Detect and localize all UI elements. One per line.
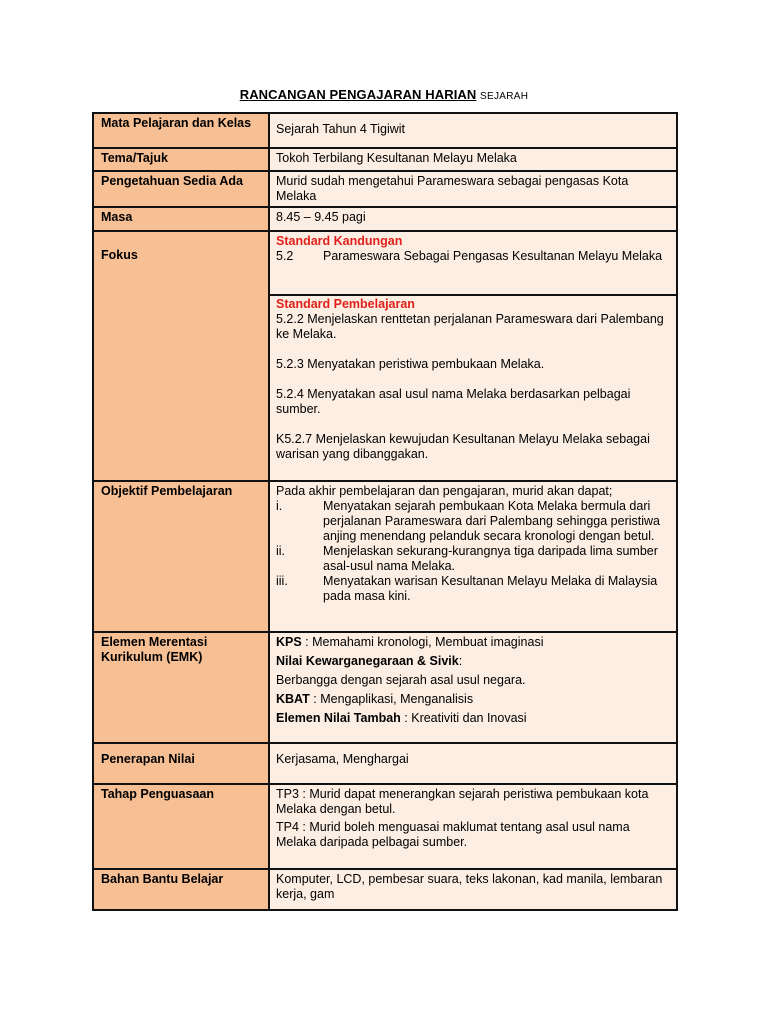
objektif-content xyxy=(269,481,677,632)
objektif-item xyxy=(276,499,670,544)
row-value: Kerjasama, Menghargai xyxy=(269,743,677,784)
objektif-text: Menyatakan warisan Kesultanan Melayu Melaka di Malaysia pada masa kini. xyxy=(323,574,658,603)
row-label: Tahap Penguasaan xyxy=(93,784,269,869)
lesson-plan-table xyxy=(92,112,678,911)
row-label: Fokus xyxy=(93,231,269,481)
kbat-label: KBAT xyxy=(276,692,310,706)
kps-value: : Memahami kronologi, Membuat imaginasi xyxy=(301,635,544,649)
nilai-tambah-value: : Kreativiti dan Inovasi xyxy=(400,711,527,725)
emk-kbat xyxy=(276,692,670,706)
objektif-number: ii. xyxy=(276,544,286,558)
sp-item: 5.2.2 Menjelaskan renttetan perjalanan Parameswara dari Palembang ke Melaka. xyxy=(276,312,664,341)
title-main: RANCANGAN PENGAJARAN HARIAN xyxy=(239,87,477,102)
row-emk xyxy=(93,632,677,743)
row-label: Objektif Pembelajaran xyxy=(93,481,269,632)
title-subject: SEJARAH xyxy=(480,91,529,102)
row-label: Tema/Tajuk xyxy=(93,148,269,171)
sk-number: 5.2 xyxy=(276,249,294,263)
nilai-tambah-label: Elemen Nilai Tambah xyxy=(276,711,401,725)
objektif-text: Menyatakan sejarah pembukaan Kota Melaka bermula dari perjalanan Parameswara dari Palembang sehingga peristiwa anjing menendang pelanduk secara kronologi dengan betul. xyxy=(323,499,660,543)
emk-content xyxy=(269,632,677,743)
row-penerapan xyxy=(93,743,677,784)
objektif-item xyxy=(276,574,670,604)
emk-nilai xyxy=(276,654,670,668)
row-bahan xyxy=(93,869,677,910)
row-objektif xyxy=(93,481,677,632)
standard-pembelajaran xyxy=(269,295,677,481)
emk-kps xyxy=(276,635,670,649)
emk-nilai-value: Berbangga dengan sejarah asal usul negara. xyxy=(276,673,526,687)
objektif-number: i. xyxy=(276,499,283,513)
nilai-colon: : xyxy=(458,654,463,668)
row-value: Sejarah Tahun 4 Tigiwit xyxy=(269,113,677,148)
row-fokus-sk xyxy=(93,231,677,295)
tahap-tp4: TP4 : Murid boleh menguasai maklumat tentang asal usul nama Melaka daripada pelbagai sumber. xyxy=(276,820,630,849)
row-mata-pelajaran xyxy=(93,113,677,148)
row-label: Pengetahuan Sedia Ada xyxy=(93,171,269,207)
row-label: Bahan Bantu Belajar xyxy=(93,869,269,910)
objektif-intro: Pada akhir pembelajaran dan pengajaran, murid akan dapat; xyxy=(276,484,613,498)
objektif-item xyxy=(276,544,670,574)
sp-item: 5.2.4 Menyatakan asal usul nama Melaka berdasarkan pelbagai sumber. xyxy=(276,387,631,416)
row-label: Mata Pelajaran dan Kelas xyxy=(93,113,269,148)
sp-item: K5.2.7 Menjelaskan kewujudan Kesultanan Melayu Melaka sebagai warisan yang dibanggakan. xyxy=(276,432,650,461)
emk-nilai-tambah xyxy=(276,711,670,725)
objektif-text: Menjelaskan sekurang-kurangnya tiga daripada lima sumber asal-usul nama Melaka. xyxy=(323,544,658,573)
sp-item: 5.2.3 Menyatakan peristiwa pembukaan Melaka. xyxy=(276,357,545,371)
tahap-tp3: TP3 : Murid dapat menerangkan sejarah peristiwa pembukaan kota Melaka dengan betul. xyxy=(276,787,649,816)
row-tema xyxy=(93,148,677,171)
kps-label: KPS xyxy=(276,635,302,649)
standard-kandungan xyxy=(269,231,677,295)
row-tahap xyxy=(93,784,677,869)
row-value: 8.45 – 9.45 pagi xyxy=(269,207,677,231)
sp-heading: Standard Pembelajaran xyxy=(276,297,415,311)
sk-text: Parameswara Sebagai Pengasas Kesultanan Melayu Melaka xyxy=(323,249,663,263)
kbat-value: : Mengaplikasi, Menganalisis xyxy=(309,692,474,706)
row-value: Tokoh Terbilang Kesultanan Melayu Melaka xyxy=(269,148,677,171)
row-pengetahuan xyxy=(93,171,677,207)
row-value: Murid sudah mengetahui Parameswara sebagai pengasas Kota Melaka xyxy=(269,171,677,207)
row-label: Masa xyxy=(93,207,269,231)
row-masa xyxy=(93,207,677,231)
nilai-label: Nilai Kewarganegaraan & Sivik xyxy=(276,654,459,668)
objektif-number: iii. xyxy=(276,574,288,588)
row-value: Komputer, LCD, pembesar suara, teks lakonan, kad manila, lembaran kerja, gam xyxy=(269,869,677,910)
row-label: Penerapan Nilai xyxy=(93,743,269,784)
tahap-content xyxy=(269,784,677,869)
page-title xyxy=(0,87,768,105)
row-label: Elemen Merentasi Kurikulum (EMK) xyxy=(93,632,269,743)
sk-heading: Standard Kandungan xyxy=(276,234,403,248)
sk-item xyxy=(276,249,670,264)
